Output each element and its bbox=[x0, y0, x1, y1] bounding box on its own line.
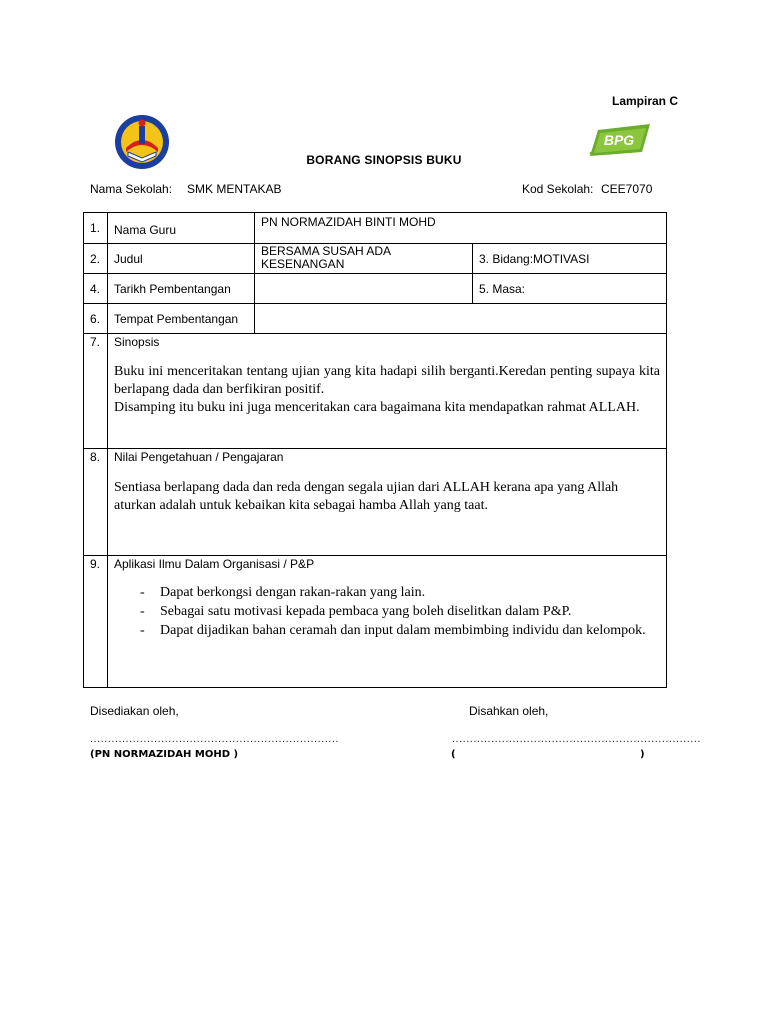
bidang-field[interactable]: 3. Bidang:MOTIVASI bbox=[473, 244, 667, 274]
row-number: 6. bbox=[84, 304, 108, 334]
field-label: Tarikh Pembentangan bbox=[108, 274, 255, 304]
field-label: Tempat Pembentangan bbox=[108, 304, 255, 334]
prepared-by-name: (PN NORMAZIDAH MOHD ) bbox=[90, 749, 239, 760]
list-item-text: Dapat dijadikan bahan ceramah dan input dalam membimbing individu dan kelompok. bbox=[160, 623, 646, 638]
tarikh-value[interactable] bbox=[255, 274, 473, 304]
lampiran-label: Lampiran C bbox=[611, 94, 678, 108]
bpg-logo-text: BPG bbox=[603, 132, 635, 148]
row-number: 9. bbox=[84, 556, 108, 688]
approved-by-label: Disahkan oleh, bbox=[469, 704, 549, 718]
list-item-text: Dapat berkongsi dengan rakan-rakan yang lain. bbox=[160, 585, 426, 600]
approved-name-open-paren: ( bbox=[451, 749, 456, 760]
prepared-by-label: Disediakan oleh, bbox=[90, 704, 179, 718]
row-number: 4. bbox=[84, 274, 108, 304]
nilai-text: Sentiasa berlapang dada dan reda dengan segala ujian dari ALLAH kerana apa yang Allah aturkan adalah untuk kebaikan kita sebagai hamba Allah yang taat. bbox=[114, 480, 619, 513]
row-nilai bbox=[84, 449, 667, 556]
row-number: 2. bbox=[84, 244, 108, 274]
list-item: - Sebagai satu motivasi kepada pembaca yang boleh diselitkan dalam P&P. bbox=[140, 604, 572, 619]
field-label: Aplikasi Ilmu Dalam Organisasi / P&P bbox=[114, 557, 315, 571]
row-sinopsis bbox=[84, 334, 667, 449]
sinopsis-paragraph-2: Disamping itu buku ini juga menceritakan cara bagaimana kita mendapatkan rahmat ALLAH. bbox=[114, 400, 640, 415]
row-tempat bbox=[84, 304, 667, 334]
row-tarikh bbox=[84, 274, 667, 304]
sinopsis-cell[interactable] bbox=[108, 334, 667, 449]
sinopsis-paragraph-1: Buku ini menceritakan tentang ujian yang kita hadapi silih berganti.Keredan penting supaya kita berlapang dada dan berfikiran positif. bbox=[114, 364, 661, 397]
synopsis-form-table bbox=[83, 212, 667, 688]
field-label: Judul bbox=[108, 244, 255, 274]
list-item: - Dapat berkongsi dengan rakan-rakan yang lain. bbox=[140, 585, 426, 600]
list-item: - Dapat dijadikan bahan ceramah dan input dalam membimbing individu dan kelompok. bbox=[140, 623, 646, 638]
tempat-value[interactable] bbox=[255, 304, 667, 334]
nilai-cell[interactable] bbox=[108, 449, 667, 556]
school-name-label: Nama Sekolah: bbox=[90, 182, 173, 196]
approved-name-close-paren: ) bbox=[640, 749, 645, 760]
row-number: 8. bbox=[84, 449, 108, 556]
aplikasi-cell[interactable] bbox=[108, 556, 667, 688]
row-number: 7. bbox=[84, 334, 108, 449]
field-label: Sinopsis bbox=[114, 335, 160, 349]
masa-field[interactable]: 5. Masa: bbox=[473, 274, 667, 304]
row-judul bbox=[84, 244, 667, 274]
form-title: BORANG SINOPSIS BUKU bbox=[306, 153, 462, 167]
nama-guru-value[interactable]: PN NORMAZIDAH BINTI MOHD bbox=[255, 213, 667, 244]
prepared-signature-line[interactable]: ...................................................................... bbox=[90, 733, 339, 745]
aplikasi-list bbox=[114, 583, 660, 640]
field-label: Nilai Pengetahuan / Pengajaran bbox=[114, 450, 284, 464]
school-name-value: SMK MENTAKAB bbox=[187, 182, 282, 196]
field-label: Nama Guru bbox=[108, 213, 255, 244]
row-nama-guru bbox=[84, 213, 667, 244]
list-item-text: Sebagai satu motivasi kepada pembaca yang boleh diselitkan dalam P&P. bbox=[160, 604, 572, 619]
row-aplikasi bbox=[84, 556, 667, 688]
school-code-label: Kod Sekolah: bbox=[522, 182, 594, 196]
row-number: 1. bbox=[84, 213, 108, 244]
judul-value[interactable]: BERSAMA SUSAH ADA KESENANGAN bbox=[255, 244, 473, 274]
approved-signature-line[interactable]: ...................................................................... bbox=[452, 733, 701, 745]
school-code-value: CEE7070 bbox=[601, 182, 653, 196]
